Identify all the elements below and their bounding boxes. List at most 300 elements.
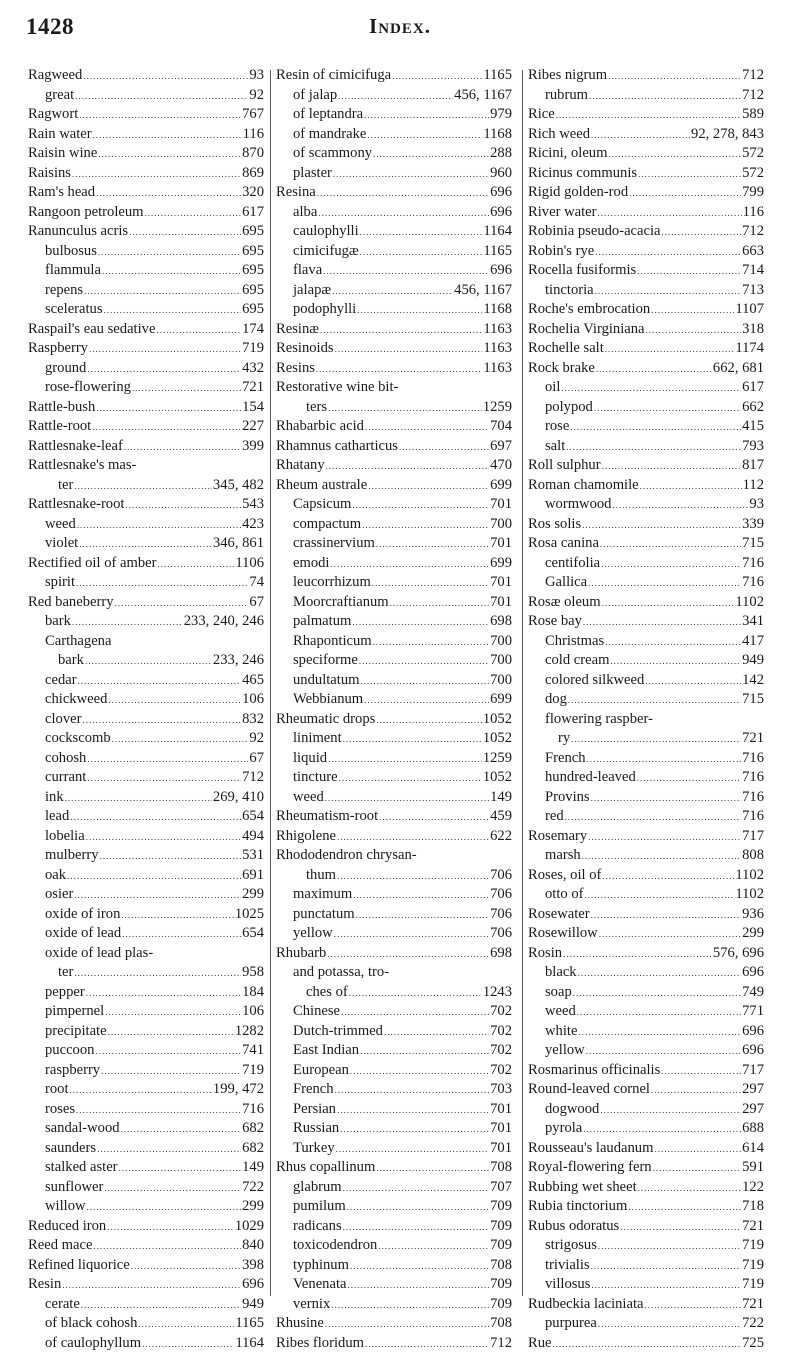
index-term: white: [545, 1022, 578, 1039]
leader-dots: [598, 1237, 741, 1257]
index-entry: [528, 729, 764, 749]
index-entry: [528, 164, 764, 184]
index-page-ref: 722: [242, 1178, 264, 1195]
index-page-ref: 1282: [234, 1022, 264, 1039]
leader-dots: [337, 867, 489, 887]
index-term: Ribes nigrum: [528, 67, 608, 83]
index-term: Rattlesnake-root: [28, 496, 125, 512]
index-term: dog: [545, 691, 567, 707]
index-page-ref: 116: [242, 125, 264, 142]
index-term: of caulophyllum: [45, 1334, 142, 1351]
leader-dots: [74, 477, 212, 497]
index-entry: [276, 144, 512, 164]
index-entry: [528, 944, 764, 964]
index-term: Capsicum: [293, 496, 352, 512]
index-entry: [28, 866, 264, 886]
leader-dots: [583, 613, 741, 633]
index-entry: [528, 866, 764, 886]
index-entry: [528, 398, 764, 418]
index-term: Rosewillow: [528, 925, 598, 941]
index-term: Resin: [28, 1276, 62, 1292]
leader-dots: [331, 1296, 489, 1316]
leader-dots: [67, 867, 241, 887]
leader-dots: [587, 750, 742, 770]
index-entry: [528, 515, 764, 535]
index-page-ref: 712: [242, 769, 264, 785]
index-entry: [28, 690, 264, 710]
index-term: Russian: [293, 1120, 340, 1136]
index-term: marsh: [545, 847, 581, 863]
index-term: villosus: [545, 1276, 591, 1292]
leader-dots: [602, 457, 742, 477]
leader-dots: [105, 1003, 241, 1023]
index-term: Rhododendron chrysan-: [276, 847, 417, 863]
index-term: plaster: [293, 164, 332, 181]
leader-dots: [93, 126, 242, 146]
page-header: [0, 14, 800, 44]
index-page-ref: 699: [490, 476, 512, 493]
index-entry: [528, 1119, 764, 1139]
index-page-ref: 699: [490, 691, 512, 707]
index-term: repens: [45, 281, 84, 298]
index-page-ref: 415: [742, 418, 764, 434]
index-term: Rain water: [28, 125, 92, 142]
leader-dots: [338, 87, 453, 107]
index-entry: [528, 924, 764, 944]
index-entry: [28, 885, 264, 905]
index-page-ref: 718: [742, 1198, 764, 1214]
index-term: Rue: [528, 1334, 552, 1351]
index-page-ref: 297: [742, 1081, 764, 1097]
index-term: Raspail's eau sedative: [28, 320, 156, 337]
index-page-ref: 92: [249, 730, 264, 746]
index-entry: [276, 749, 512, 769]
index-entry: [276, 515, 512, 535]
index-term: of black cohosh: [45, 1315, 138, 1331]
leader-dots: [83, 67, 248, 87]
index-page-ref: 572: [742, 164, 764, 181]
leader-dots: [629, 184, 741, 204]
leader-dots: [320, 321, 482, 341]
index-term: Rich weed: [528, 125, 591, 142]
index-entry: [528, 359, 764, 379]
index-entry: [28, 1236, 264, 1256]
column-divider: [270, 70, 271, 1296]
index-entry: [28, 534, 264, 554]
index-entry: [28, 807, 264, 827]
index-entry: [528, 846, 764, 866]
leader-dots: [628, 1198, 741, 1218]
index-term: Rocella fusiformis: [528, 262, 637, 278]
leader-dots: [328, 399, 482, 419]
leader-dots: [360, 672, 489, 692]
leader-dots: [376, 535, 489, 555]
leader-dots: [78, 672, 242, 692]
leader-dots: [343, 730, 482, 750]
index-term: tinctoria: [545, 281, 594, 298]
index-page-ref: 706: [490, 905, 512, 922]
index-page-ref: 589: [742, 106, 764, 122]
index-page-ref: 1102: [735, 866, 764, 883]
index-page-ref: 771: [742, 1003, 764, 1019]
index-entry: [528, 339, 764, 359]
index-entry: [276, 1002, 512, 1022]
leader-dots: [638, 165, 741, 185]
index-page-ref: 1106: [235, 554, 264, 571]
index-entry: [528, 807, 764, 827]
index-term: tincture: [293, 769, 338, 785]
index-page-ref: 701: [490, 535, 512, 551]
column-divider: [522, 70, 523, 1296]
leader-dots: [75, 87, 248, 107]
index-page-ref: 708: [490, 1159, 512, 1175]
index-entry: [276, 1139, 512, 1159]
index-term: Rock brake: [528, 359, 595, 376]
index-page-ref: 702: [490, 1022, 512, 1039]
leader-dots: [129, 223, 241, 243]
index-term: Rhigolene: [276, 827, 336, 844]
index-page-ref: 1102: [735, 886, 764, 902]
index-term: glabrum: [293, 1178, 342, 1195]
leader-dots: [101, 1062, 241, 1082]
index-entry: [276, 437, 512, 457]
index-term: Rattlesnake's mas-: [28, 457, 137, 473]
index-entry: [276, 729, 512, 749]
index-entry: [28, 417, 264, 437]
index-term: ry: [558, 730, 571, 746]
index-entry: [276, 1217, 512, 1237]
index-entry: [528, 222, 764, 242]
leader-dots: [662, 223, 742, 243]
index-term: leucorrhizum: [293, 574, 371, 590]
leader-dots: [600, 1101, 741, 1121]
index-term: wormwood: [545, 496, 612, 512]
index-term: Rubus odoratus: [528, 1217, 620, 1234]
index-term: raspberry: [45, 1061, 101, 1078]
index-entry: [28, 281, 264, 301]
index-page-ref: 345, 482: [212, 476, 264, 493]
index-term: and potassa, tro-: [293, 964, 390, 980]
index-entry: [28, 749, 264, 769]
index-term: purpurea: [545, 1315, 597, 1331]
leader-dots: [356, 906, 490, 926]
index-term: willow: [45, 1198, 86, 1214]
leader-dots: [591, 1257, 742, 1277]
leader-dots: [72, 613, 183, 633]
index-entry: [276, 710, 512, 730]
index-page-ref: 654: [242, 808, 264, 824]
index-term: liniment: [293, 730, 342, 746]
index-page-ref: 617: [742, 379, 764, 395]
index-term: speciforme: [293, 652, 358, 668]
index-entry: [28, 729, 264, 749]
index-term: alba: [293, 203, 318, 220]
leader-dots: [596, 360, 712, 380]
leader-dots: [89, 340, 241, 360]
index-page-ref: 695: [242, 242, 264, 259]
index-term: Rosæ oleum: [528, 593, 601, 610]
index-entry: [276, 1314, 512, 1334]
index-entry: [28, 788, 264, 808]
index-page-ref: 695: [242, 301, 264, 317]
index-term: French: [293, 1081, 334, 1097]
index-page-ref: 663: [742, 242, 764, 259]
index-term: otto of: [545, 886, 584, 902]
leader-dots: [328, 750, 482, 770]
leader-dots: [122, 925, 241, 945]
index-entry: [528, 300, 764, 320]
index-page-ref: 699: [490, 554, 512, 571]
index-entry: [528, 66, 764, 86]
leader-dots: [599, 925, 741, 945]
index-page-ref: 832: [242, 710, 264, 727]
index-page-ref: 1165: [235, 1315, 264, 1331]
index-entry: [528, 417, 764, 437]
leader-dots: [646, 321, 742, 341]
index-page-ref: 721: [742, 730, 764, 746]
index-page-ref: 1025: [234, 905, 264, 922]
leader-dots: [350, 1062, 489, 1082]
index-entry: [528, 1080, 764, 1100]
index-term: lead: [45, 808, 70, 824]
leader-dots: [341, 1003, 489, 1023]
index-term: Reduced iron: [28, 1217, 107, 1234]
leader-dots: [156, 321, 241, 341]
index-term: undultatum: [293, 671, 360, 688]
leader-dots: [323, 262, 489, 282]
leader-dots: [87, 360, 241, 380]
index-entry: [276, 476, 512, 496]
index-term: Rheum australe: [276, 476, 368, 493]
leader-dots: [316, 360, 482, 380]
leader-dots: [645, 672, 741, 692]
leader-dots: [138, 1315, 234, 1335]
leader-dots: [343, 1218, 489, 1238]
index-term: Turkey: [293, 1139, 335, 1156]
index-entry: [528, 242, 764, 262]
index-term: of scammony: [293, 145, 373, 161]
leader-dots: [594, 399, 741, 419]
index-term: Rangoon petroleum: [28, 203, 144, 220]
index-term: Rheumatism-root: [276, 808, 379, 824]
index-entry: [276, 612, 512, 632]
index-entry: [28, 1334, 264, 1354]
leader-dots: [565, 808, 741, 828]
index-entry: [276, 1275, 512, 1295]
index-entry: [28, 242, 264, 262]
index-page-ref: 949: [242, 1295, 264, 1312]
index-page-ref: 696: [490, 262, 512, 278]
index-page-ref: 722: [742, 1315, 764, 1331]
index-page-ref: 417: [742, 632, 764, 649]
index-entry: [528, 1022, 764, 1042]
index-entry: [528, 1139, 764, 1159]
leader-dots: [651, 1081, 741, 1101]
index-term: Ram's head: [28, 184, 96, 200]
index-page-ref: 696: [242, 1276, 264, 1292]
index-entry: [28, 651, 264, 671]
index-page-ref: 299: [742, 925, 764, 941]
leader-dots: [376, 711, 482, 731]
index-term: oil: [545, 379, 561, 395]
index-entry: [276, 807, 512, 827]
index-entry: [276, 768, 512, 788]
leader-dots: [336, 1140, 489, 1160]
index-term: Rectified oil of amber: [28, 554, 157, 571]
index-page-ref: 531: [242, 847, 264, 863]
leader-dots: [399, 438, 489, 458]
leader-dots: [84, 282, 241, 302]
index-entry: [28, 1314, 264, 1334]
index-term: Refined liquorice: [28, 1256, 130, 1273]
index-term: cimicifugæ: [293, 242, 359, 259]
index-page-ref: 715: [742, 691, 764, 707]
index-entry: [528, 983, 764, 1003]
leader-dots: [95, 1042, 241, 1062]
index-entry: [276, 1295, 512, 1315]
index-column-3: [528, 66, 764, 1351]
index-page-ref: 716: [742, 574, 764, 590]
index-entry: [28, 963, 264, 983]
leader-dots: [637, 262, 741, 282]
leader-dots: [98, 145, 241, 165]
index-page-ref: 199, 472: [212, 1081, 264, 1097]
index-page-ref: 704: [490, 418, 512, 434]
index-entry: [28, 300, 264, 320]
index-term: pimpernel: [45, 1003, 105, 1019]
index-term: soap: [545, 983, 572, 1000]
leader-dots: [637, 769, 741, 789]
leader-dots: [330, 555, 489, 575]
index-term: Rhubarb: [276, 944, 327, 961]
index-entry: [276, 885, 512, 905]
leader-dots: [364, 691, 489, 711]
index-entry: [276, 1178, 512, 1198]
index-entry: [28, 1002, 264, 1022]
index-term: dogwood: [545, 1100, 600, 1117]
index-term: bark: [58, 652, 84, 668]
leader-dots: [87, 769, 241, 789]
index-term: mulberry: [45, 847, 99, 863]
index-entry: [28, 1295, 264, 1315]
index-page-ref: 614: [742, 1139, 764, 1156]
index-entry: [276, 125, 512, 145]
leader-dots: [368, 477, 489, 497]
index-term: flava: [293, 262, 323, 278]
index-page-ref: 696: [742, 1042, 764, 1058]
index-term: cold cream: [545, 652, 610, 668]
index-entry: [276, 788, 512, 808]
index-entry: [276, 671, 512, 691]
index-term: weed: [45, 515, 76, 532]
index-page-ref: 712: [742, 86, 764, 103]
index-term: Carthagena: [45, 632, 112, 649]
index-entry: [528, 261, 764, 281]
index-term: River water: [528, 203, 597, 220]
index-entry: [28, 1061, 264, 1081]
index-columns: [28, 66, 776, 1356]
index-term: Rattle-bush: [28, 398, 96, 415]
leader-dots: [553, 1335, 742, 1355]
index-page-ref: 696: [742, 1022, 764, 1039]
index-term: Red baneberry: [28, 593, 114, 610]
index-page-ref: 721: [742, 1295, 764, 1312]
leader-dots: [591, 126, 690, 146]
index-page-ref: 706: [490, 866, 512, 883]
index-entry: [28, 1041, 264, 1061]
index-page-ref: 1165: [483, 67, 512, 83]
index-term: Rose bay: [528, 613, 582, 629]
index-entry: [276, 281, 512, 301]
index-entry: [28, 164, 264, 184]
index-entry: [28, 378, 264, 398]
index-entry: [528, 671, 764, 691]
index-page-ref: 767: [242, 106, 264, 122]
index-page-ref: 465: [242, 671, 264, 688]
index-term: red: [545, 808, 564, 824]
leader-dots: [578, 964, 742, 984]
index-term: Robinia pseudo-acacia: [528, 223, 661, 239]
index-page-ref: 543: [242, 496, 264, 512]
index-term: caulophylli: [293, 223, 359, 239]
leader-dots: [610, 652, 741, 672]
leader-dots: [360, 243, 483, 263]
index-term: rose-flowering: [45, 379, 131, 395]
index-entry: [528, 1236, 764, 1256]
index-term: radicans: [293, 1217, 342, 1234]
leader-dots: [588, 574, 741, 594]
index-term: Rudbeckia laciniata: [528, 1295, 644, 1312]
leader-dots: [347, 1198, 489, 1218]
leader-dots: [77, 516, 241, 536]
index-entry: [528, 827, 764, 847]
index-page-ref: 700: [490, 652, 512, 668]
leader-dots: [568, 691, 741, 711]
index-entry: [276, 1061, 512, 1081]
index-page-ref: 1165: [483, 242, 512, 259]
leader-dots: [86, 828, 241, 848]
index-term: bulbosus: [45, 242, 97, 259]
index-page-ref: 423: [242, 515, 264, 532]
index-entry: [528, 768, 764, 788]
leader-dots: [340, 1120, 489, 1140]
index-entry: [528, 905, 764, 925]
leader-dots: [96, 399, 241, 419]
index-page-ref: 288: [490, 145, 512, 161]
index-page-ref: 936: [742, 905, 764, 922]
index-page-ref: 719: [742, 1256, 764, 1273]
index-term: Chinese: [293, 1003, 341, 1019]
index-entry: [28, 710, 264, 730]
index-term: sunflower: [45, 1178, 104, 1195]
index-page-ref: 662, 681: [712, 359, 764, 376]
index-term: sceleratus: [45, 301, 103, 317]
index-term: French: [545, 749, 586, 766]
index-page-ref: 701: [490, 496, 512, 512]
index-page-ref: 1052: [482, 769, 512, 785]
index-page-ref: 716: [742, 769, 764, 785]
index-entry: [528, 573, 764, 593]
leader-dots: [125, 496, 241, 516]
index-page-ref: 470: [490, 457, 512, 473]
index-entry: [28, 593, 264, 613]
leader-dots: [379, 808, 489, 828]
index-entry: [28, 456, 264, 476]
index-entry: [28, 671, 264, 691]
index-term: yellow: [293, 925, 333, 941]
leader-dots: [98, 243, 241, 263]
index-term: Rubbing wet sheet: [528, 1178, 637, 1195]
